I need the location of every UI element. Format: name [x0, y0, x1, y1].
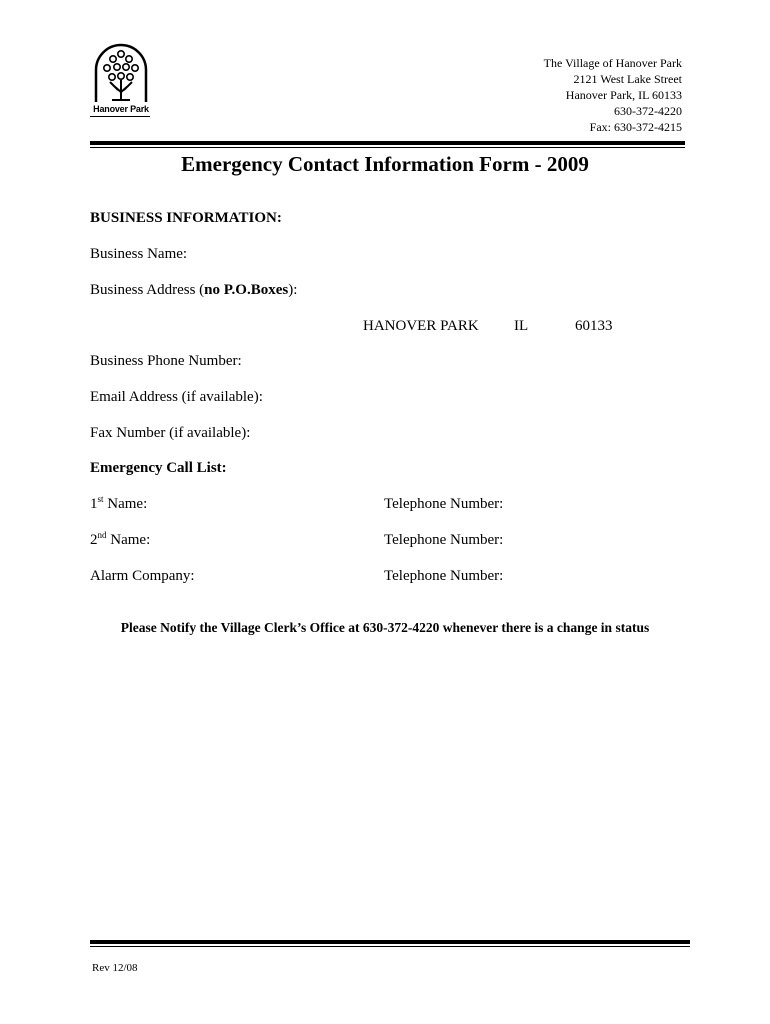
alarm-company-label: Alarm Company: — [90, 568, 195, 584]
second-num: 2 — [90, 532, 98, 548]
second-telephone-label: Telephone Number: — [384, 532, 504, 548]
second-sup: nd — [97, 530, 107, 540]
address-label-text: Business Address ( — [90, 282, 205, 298]
logo-underline — [90, 116, 150, 117]
page-title: Emergency Contact Information Form - 2009 — [181, 152, 589, 176]
first-label-text: Name: — [103, 496, 148, 512]
address-phone: 630-372-4220 — [614, 104, 682, 118]
business-address-label — [90, 282, 297, 299]
call-list-heading: Emergency Call List: — [90, 460, 227, 476]
footer-divider — [90, 940, 690, 944]
address-line: The Village of Hanover Park — [543, 56, 682, 70]
business-name-label: Business Name: — [90, 246, 188, 262]
village-address — [544, 55, 682, 135]
first-num: 1 — [90, 496, 98, 512]
business-city: HANOVER PARK — [363, 318, 479, 334]
alarm-telephone-label: Telephone Number: — [384, 568, 504, 584]
address-line: Hanover Park, IL 60133 — [565, 88, 682, 102]
business-info-heading: BUSINESS INFORMATION: — [90, 210, 282, 226]
fax-label: Fax Number (if available): — [90, 425, 251, 441]
revision-label: Rev 12/08 — [92, 962, 138, 974]
address-label-bold: no P.O.Boxes — [204, 282, 289, 298]
first-name-label — [90, 496, 147, 513]
logo-text: Hanover Park — [93, 104, 149, 114]
first-sup: st — [97, 494, 104, 504]
address-line: 2121 West Lake Street — [573, 72, 682, 86]
footer-divider-thin — [90, 946, 690, 947]
business-phone-label: Business Phone Number: — [90, 353, 242, 369]
email-label: Email Address (if available): — [90, 389, 263, 405]
business-zip: 60133 — [575, 318, 613, 334]
address-fax: Fax: 630-372-4215 — [589, 120, 682, 134]
header-divider-thin — [90, 147, 685, 148]
second-name-label — [90, 532, 150, 549]
first-telephone-label: Telephone Number: — [384, 496, 504, 512]
business-state: IL — [514, 318, 529, 334]
header-divider — [90, 141, 685, 145]
second-label-text: Name: — [106, 532, 151, 548]
address-label-text-end: ): — [288, 282, 298, 298]
notice-text: Please Notify the Village Clerk’s Office at 630-372-4220 whenever there is a change in status — [120, 620, 650, 635]
